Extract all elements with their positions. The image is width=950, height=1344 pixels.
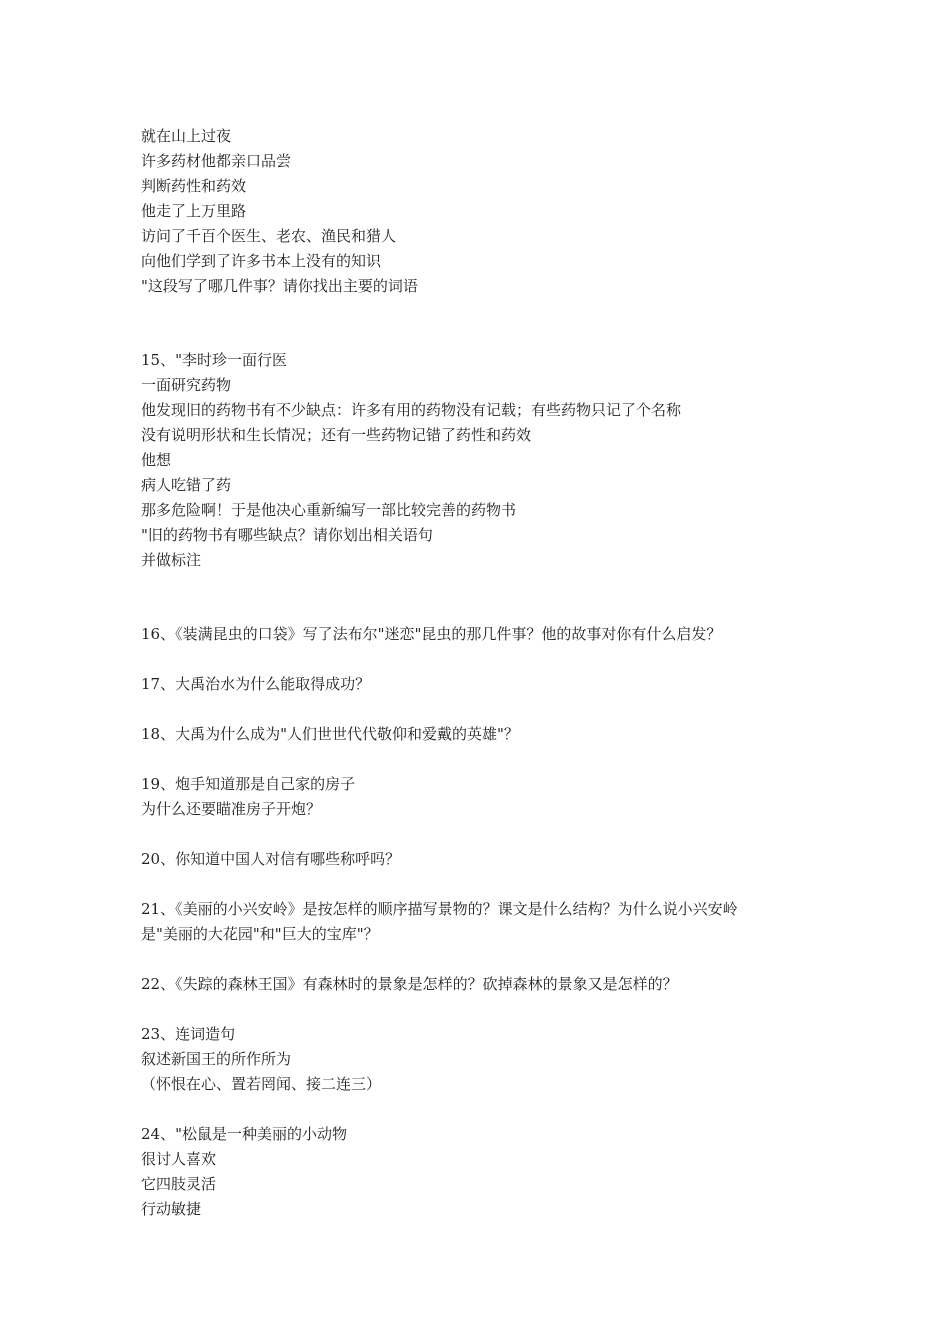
question-20: 20、你知道中国人对信有哪些称呼吗？ [141, 850, 401, 868]
question-24: 24、"松鼠是一种美丽的小动物 [141, 1125, 347, 1143]
text-line: 许多药材他都亲口品尝 [141, 152, 292, 170]
text-line: 他发现旧的药物书有不少缺点：许多有用的药物没有记载；有些药物只记了个名称 [141, 401, 682, 419]
text-line: 为什么还要瞄准房子开炮？ [141, 800, 322, 818]
text-line: 那多危险啊！于是他决心重新编写一部比较完善的药物书 [141, 501, 517, 519]
text-line: （怀恨在心、置若罔闻、接二连三） [141, 1075, 382, 1093]
question-23: 23、连词造句 [141, 1025, 236, 1043]
text-line: 是"美丽的大花园"和"巨大的宝库"？ [141, 925, 379, 943]
text-line: 没有说明形状和生长情况；还有一些药物记错了药性和药效 [141, 426, 532, 444]
question-15: 15、"李时珍一面行医 [141, 351, 287, 369]
text-line: 并做标注 [141, 551, 202, 569]
question-prompt: "旧的药物书有哪些缺点？请你划出相关语句 [141, 526, 433, 544]
text-line: 很讨人喜欢 [141, 1150, 217, 1168]
question-21: 21、《美丽的小兴安岭》是按怎样的顺序描写景物的？课文是什么结构？为什么说小兴安岭 [141, 900, 738, 918]
question-19: 19、炮手知道那是自己家的房子 [141, 775, 356, 793]
text-line: 他想 [141, 451, 172, 469]
text-line: 向他们学到了许多书本上没有的知识 [141, 252, 382, 270]
text-line: 访问了千百个医生、老农、渔民和猎人 [141, 227, 397, 245]
question-17: 17、大禹治水为什么能取得成功？ [141, 675, 371, 693]
text-line: 他走了上万里路 [141, 202, 247, 220]
text-line: 行动敏捷 [141, 1200, 202, 1218]
question-18: 18、大禹为什么成为"人们世世代代敬仰和爱戴的英雄"？ [141, 725, 519, 743]
text-line: 就在山上过夜 [141, 127, 232, 145]
question-prompt: "这段写了哪几件事？请你找出主要的词语 [141, 277, 418, 295]
text-line: 叙述新国王的所作所为 [141, 1050, 292, 1068]
question-16: 16、《装满昆虫的口袋》写了法布尔"迷恋"昆虫的那几件事？他的故事对你有什么启发？ [141, 625, 722, 643]
text-line: 病人吃错了药 [141, 476, 232, 494]
question-22: 22、《失踪的森林王国》有森林时的景象是怎样的？砍掉森林的景象又是怎样的？ [141, 975, 678, 993]
text-line: 判断药性和药效 [141, 177, 247, 195]
text-line: 它四肢灵活 [141, 1175, 217, 1193]
text-line: 一面研究药物 [141, 376, 232, 394]
